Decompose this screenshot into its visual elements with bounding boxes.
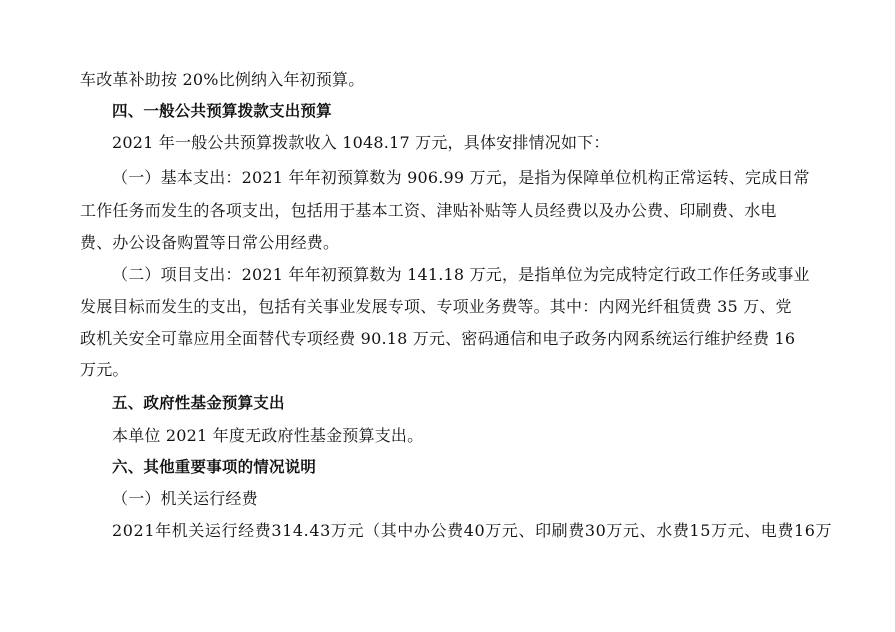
subsection-heading: （一）机关运行经费 — [112, 489, 258, 508]
section-heading: 六、其他重要事项的情况说明 — [112, 458, 317, 476]
text-line: 车改革补助按 20%比例纳入年初预算。 — [80, 70, 365, 89]
text-line: （一）基本支出：2021 年年初预算数为 906.99 万元，是指为保障单位机构正常运转、完成日常 — [112, 168, 810, 187]
text-line: 2021年机关运行经费314.43万元（其中办公费40万元、印刷费30万元、水费15万元、电费16万 — [112, 521, 833, 540]
text-line: 2021 年一般公共预算拨款收入 1048.17 万元，具体安排情况如下： — [112, 133, 610, 152]
text-line: 费、办公设备购置等日常公用经费。 — [80, 233, 340, 252]
text-line: 本单位 2021 年度无政府性基金预算支出。 — [112, 426, 424, 445]
text-line: （二）项目支出：2021 年年初预算数为 141.18 万元，是指单位为完成特定行政工作任务或事业 — [112, 265, 810, 284]
text-line: 发展目标而发生的支出，包括有关事业发展专项、专项业务费等。其中：内网光纤租赁费 35 万、党 — [80, 297, 792, 316]
text-line: 政机关安全可靠应用全面替代专项经费 90.18 万元、密码通信和电子政务内网系统运行维护经费 16 — [80, 329, 796, 348]
text-line: 工作任务而发生的各项支出，包括用于基本工资、津贴补贴等人员经费以及办公费、印刷费、水电 — [80, 201, 777, 220]
text-line: 万元。 — [80, 360, 129, 379]
section-heading: 五、政府性基金预算支出 — [112, 394, 285, 412]
section-heading: 四、一般公共预算拨款支出预算 — [112, 102, 332, 120]
